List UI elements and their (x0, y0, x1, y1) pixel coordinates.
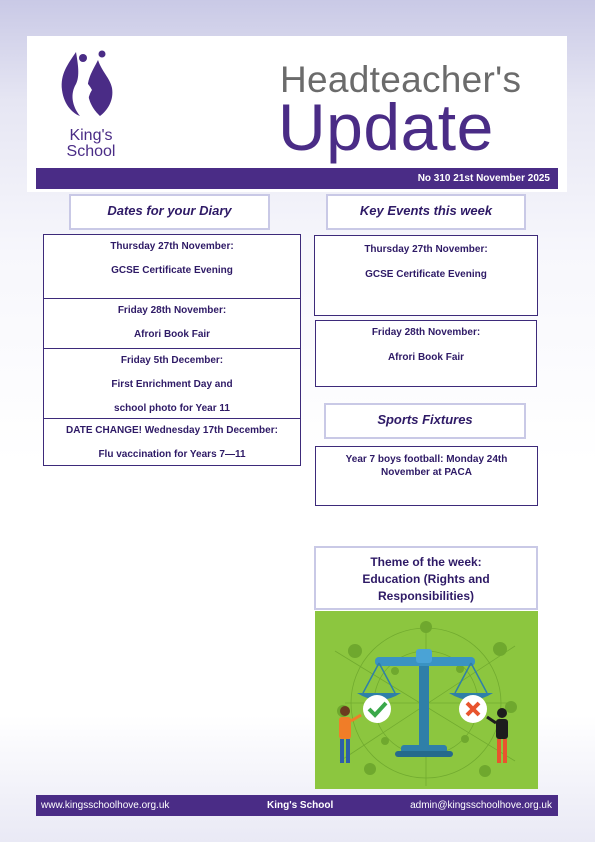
footer-email-link[interactable]: admin@kingsschoolhove.org.uk (410, 800, 552, 811)
diary-heading: Dates for your Diary (69, 194, 270, 230)
diary-item: DATE CHANGE! Wednesday 17th December: Flu vaccination for Years 7—11 (66, 425, 278, 460)
diary-list (43, 234, 301, 466)
diary-item: Friday 5th December: First Enrichment Day and school photo for Year 11 (44, 349, 300, 419)
footer-bar (36, 795, 558, 816)
cross-icon (459, 695, 487, 723)
theme-box: Theme of the week: Education (Rights and Responsibilities) (314, 546, 538, 610)
footer-school-name: King's School (267, 800, 334, 811)
page-title-headteachers: Headteacher's (280, 59, 522, 100)
flame-logo-icon (58, 50, 118, 118)
school-logo-name: King's School (66, 127, 116, 160)
page-title-update: Update (278, 90, 494, 164)
key-event-box: Friday 28th November: Afrori Book Fair (315, 320, 537, 387)
key-events-heading: Key Events this week (326, 194, 526, 230)
diary-item: Friday 28th November: Afrori Book Fair (44, 299, 300, 349)
key-event-box: Thursday 27th November: GCSE Certificate Evening (314, 235, 538, 316)
sports-fixture-box: Year 7 boys football: Monday 24th November at PACA (315, 446, 538, 506)
diary-item: Thursday 27th November: GCSE Certificate Evening (44, 235, 300, 299)
check-icon (363, 695, 391, 723)
sports-heading: Sports Fixtures (324, 403, 526, 439)
footer-website-link[interactable]: www.kingsschoolhove.org.uk (41, 800, 170, 811)
theme-image (315, 611, 538, 789)
issue-bar: No 310 21st November 2025 (36, 168, 558, 189)
